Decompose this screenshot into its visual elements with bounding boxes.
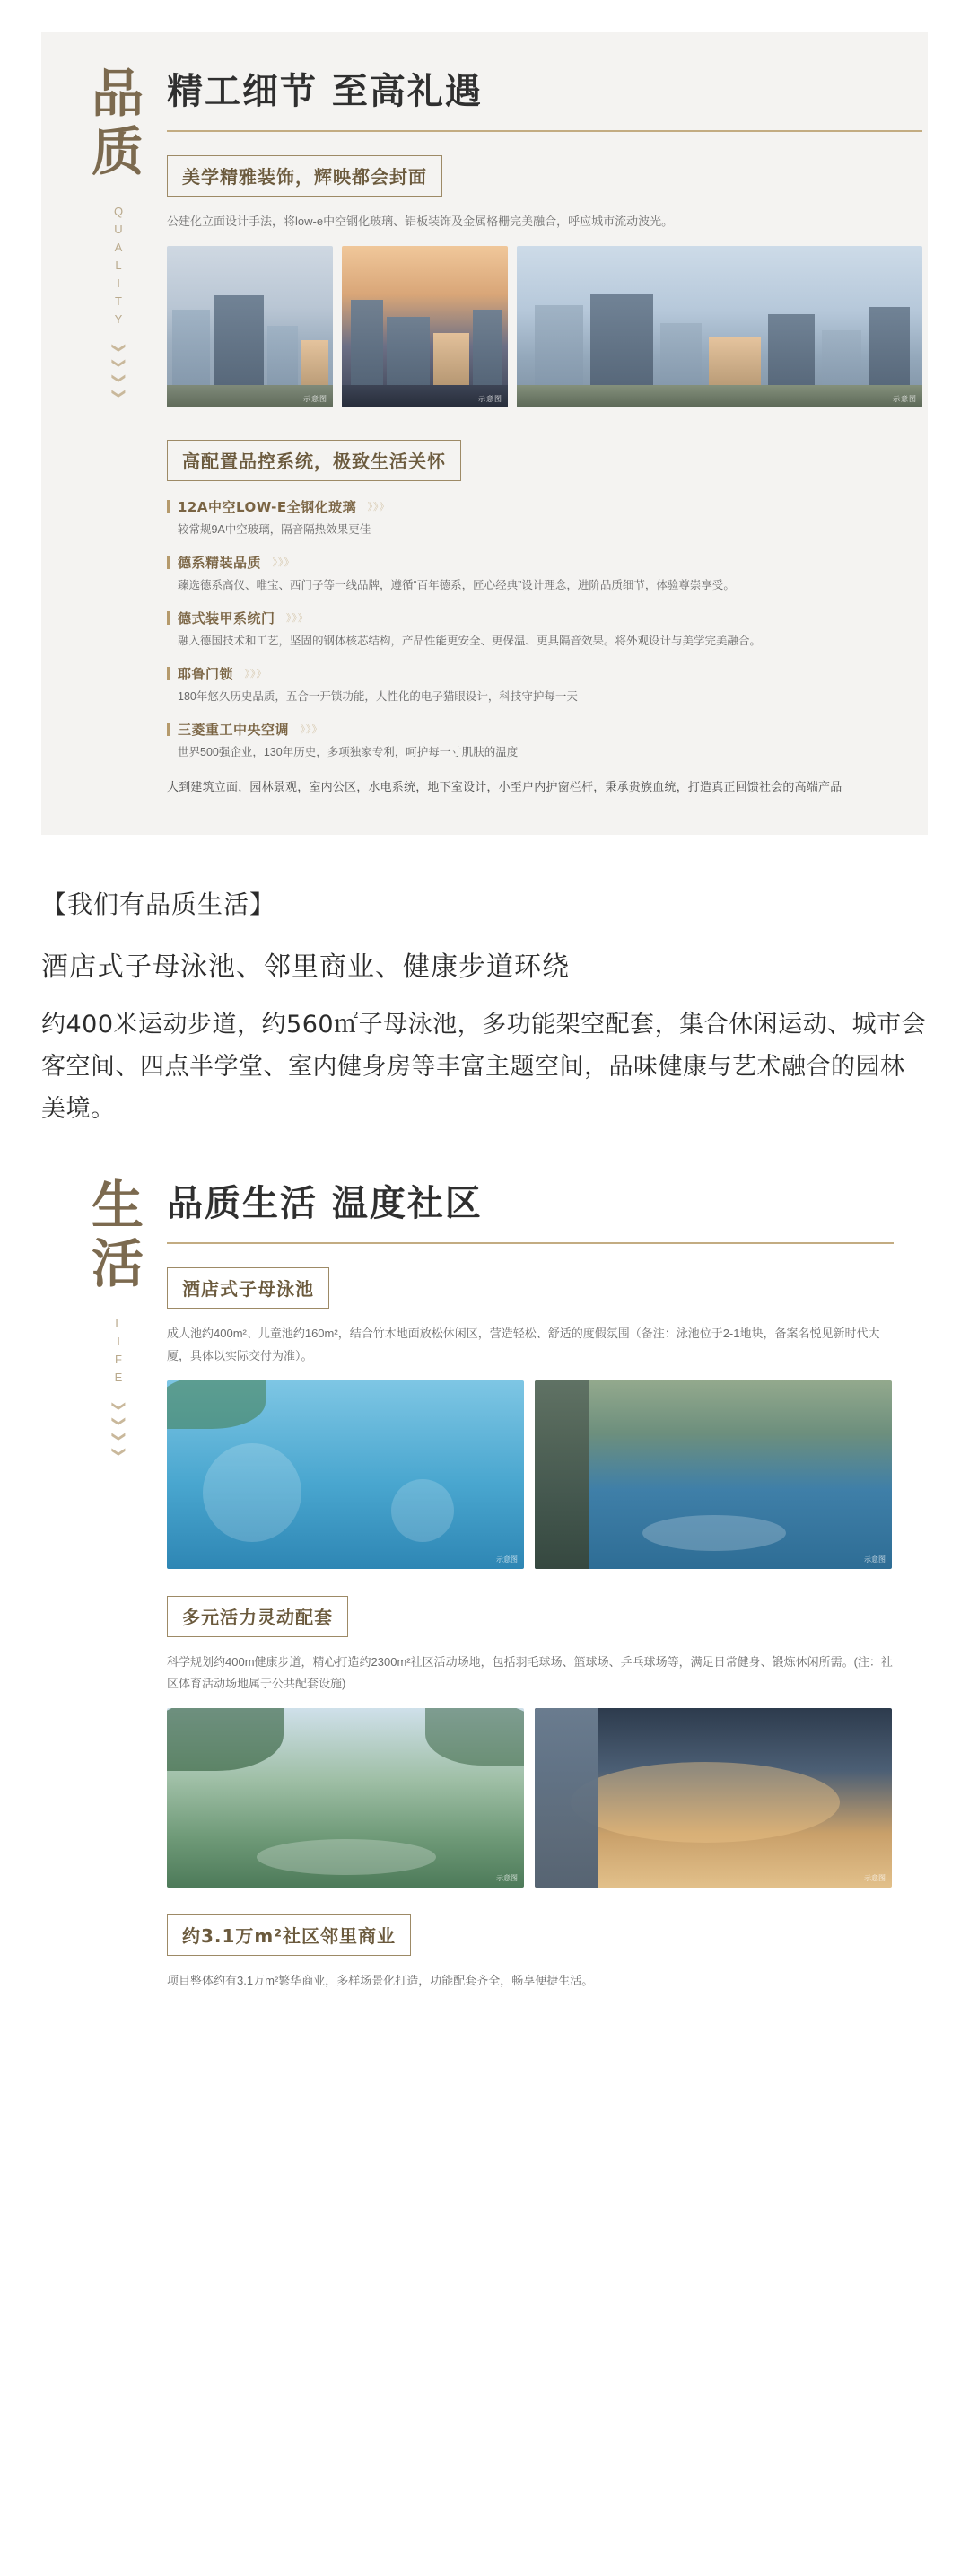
life-divider [167,1242,894,1244]
photo-caption: 示意图 [478,394,502,403]
feature-title: 12A中空LOW-E全钢化玻璃 [178,498,357,515]
quality-header [75,63,917,799]
life-note1: 成人池约400m²、儿童池约160m²，结合竹木地面放松休闲区，营造轻松、舒适的度假氛围（备注：泳池位于2-1地块，备案名悦见新时代大厦，具体以实际交付为准）。 [167,1327,880,1363]
quality-header-right [162,63,922,799]
life-tag2: 多元活力灵动配套 [167,1596,348,1637]
feature-item [167,497,922,540]
chevron-down-icon: ❯ ❯ ❯ ❯ [110,342,127,399]
feature-title: 德系精装品质 [178,554,262,571]
life-vertical-label: LIFE [111,1317,126,1389]
quality-tag1-bar [167,155,922,197]
life-header-right [162,1175,894,1999]
chevron-down-icon: ❯ ❯ ❯ ❯ [110,1400,127,1459]
life-header [75,1175,894,1999]
quality-tag2-bar [167,440,922,481]
facade-photo-row [167,246,922,407]
facade-photo-1 [167,246,333,407]
feature-item [167,609,922,652]
life-note3: 项目整体约有3.1万m²繁华商业，多样场景化打造，功能配套齐全，畅享便捷生活。 [167,1974,594,1988]
arrows-icon: 》》》 [285,612,309,624]
commercial-street-photo [535,1708,892,1888]
feature-desc: 180年悠久历史品质，五合一开锁功能，人性化的电子猫眼设计，科技守护每一天 [178,690,578,704]
feature-desc: 臻选德系高仪、唯宝、西门子等一线品牌，遵循“百年德系，匠心经典”设计理念，进阶品质细节，体验尊崇享受。 [178,578,735,591]
photo-caption: 示意图 [864,1874,886,1883]
court-photo [535,1380,892,1569]
middle-subtitle: 酒店式子母泳池、邻里商业、健康步道环绕 [41,951,570,983]
life-big-char: 生活 [91,1175,145,1295]
life-title: 品质生活 温度社区 [167,1183,483,1225]
life-tag3-bar [167,1914,894,1956]
feature-title: 德式装甲系统门 [178,609,275,626]
life-tag1-bar [167,1267,894,1309]
feature-title: 耶鲁门锁 [178,666,234,683]
section-quality [41,32,928,835]
quality-tag2: 高配置品控系统，极致生活关怀 [167,440,461,481]
photo-caption: 示意图 [864,1555,886,1564]
middle-body: 约400米运动步道，约560㎡子母泳池，多功能架空配套，集合休闲运动、城市会客空间、四点半学堂、室内健身房等丰富主题空间，品味健康与艺术融合的园林美境。 [41,1010,927,1124]
feature-item [167,664,922,707]
feature-title: 三菱重工中央空调 [178,722,290,739]
life-photo-row-2 [167,1708,894,1888]
brochure-page [0,32,969,2000]
life-note2: 科学规划约400m健康步道，精心打造约2300m²社区活动场地，包括羽毛球场、篮球场、乒乓球场等，满足日常健身、锻炼休闲所需。(注：社区体育活动场地属于公共配套设施) [167,1654,893,1691]
arrows-icon: 》》》 [367,501,390,513]
life-photo-row-1 [167,1380,894,1569]
photo-caption: 示意图 [303,394,327,403]
quality-para1: 公建化立面设计手法，将low-e中空钢化玻璃、铝板装饰及金属格栅完美融合，呼应城市流动波光。 [167,215,674,228]
park-walkway-photo [167,1708,524,1888]
quality-left-rail [75,63,162,400]
quality-tag1: 美学精雅装饰，辉映都会封面 [167,155,442,197]
quality-closing-text: 大到建筑立面，园林景观，室内公区，水电系统，地下室设计，小至户内护窗栏杆，秉承贵族血统，打造真正回馈社会的高端产品 [167,780,842,794]
quality-title: 精工细节 至高礼遇 [167,71,483,112]
facade-photo-3 [517,246,922,407]
middle-copy [41,885,928,1131]
pool-photo [167,1380,524,1569]
arrows-icon: 》》》 [272,556,295,568]
life-tag2-bar [167,1596,894,1637]
quality-big-char: 品质 [91,63,145,182]
feature-item [167,720,922,763]
life-tag3: 约3.1万m²社区邻里商业 [167,1914,411,1956]
photo-caption: 示意图 [496,1874,518,1883]
photo-caption: 示意图 [893,394,917,403]
facade-photo-2 [342,246,508,407]
photo-caption: 示意图 [496,1555,518,1564]
arrows-icon: 》》》 [244,669,267,680]
feature-item [167,553,922,596]
life-tag1: 酒店式子母泳池 [167,1267,329,1309]
quality-feature-list [167,497,922,799]
quality-divider [167,130,922,132]
feature-desc: 世界500强企业，130年历史，多项独家专利，呵护每一寸肌肤的温度 [178,746,519,759]
section-life [41,1166,928,1999]
arrows-icon: 》》》 [300,724,323,736]
quality-vertical-label: QUALITY [111,204,126,330]
feature-desc: 较常规9A中空玻璃，隔音隔热效果更佳 [178,522,371,536]
middle-bracket-title: 【我们有品质生活】 [41,889,276,919]
life-left-rail [75,1175,162,1459]
feature-desc: 融入德国技术和工艺，坚固的钢体核芯结构，产品性能更安全、更保温、更具隔音效果。将外观设计与美学完美融合。 [178,634,762,647]
